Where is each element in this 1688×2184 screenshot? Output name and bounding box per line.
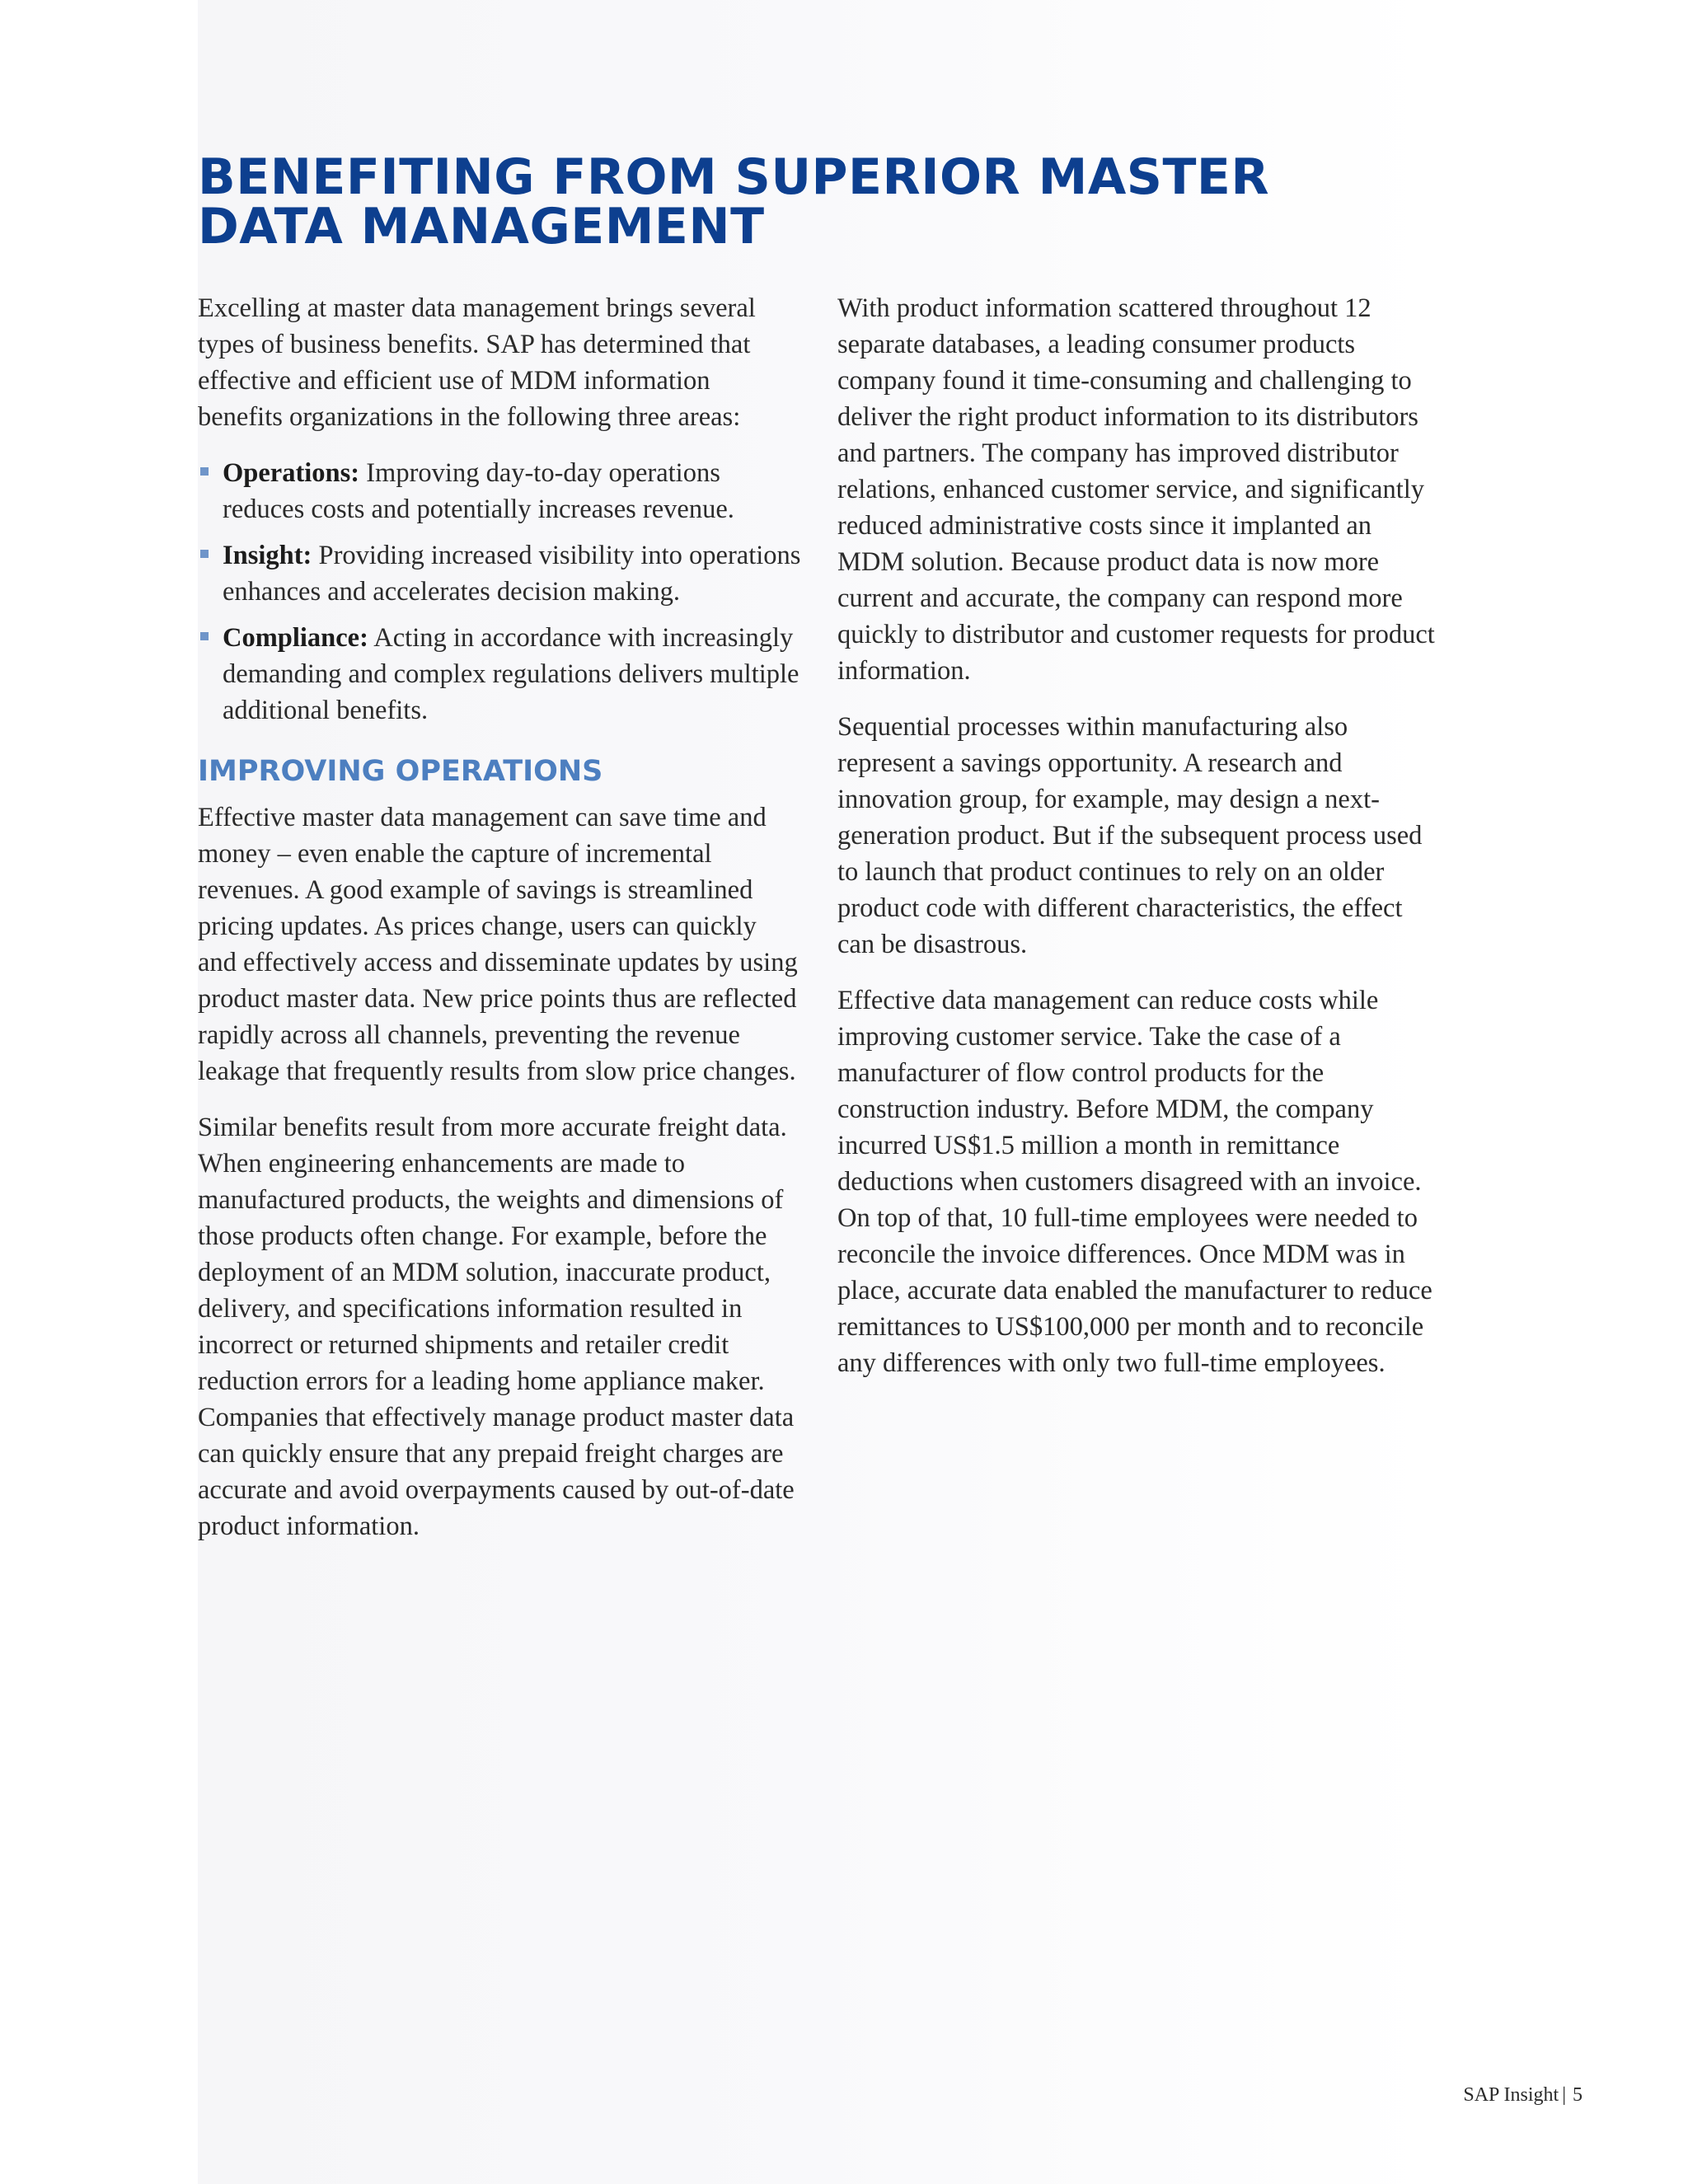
page-title-line-2: DATA MANAGEMENT	[198, 198, 765, 255]
body-paragraph: Effective master data management can save time and money – even enable the capture of incremental revenues. A good example of savings is streamlined pricing updates. As prices change, users can quickly and effectively access and disseminate updates by using product master data. New price points thus are reflected rapidly across all channels, preventing the revenue leakage that frequently results from slow price changes.	[198, 803, 798, 1086]
list-item	[198, 620, 801, 729]
footer-separator: |	[1562, 2084, 1566, 2106]
section-subheading: IMPROVING OPERATIONS	[198, 755, 603, 788]
intro-paragraph: Excelling at master data management brings several types of business benefits. SAP has determined that effective and efficient use of MDM information benefits organizations in the following three areas:	[198, 293, 756, 432]
bullet-text: Acting in accordance with increasingly demanding and complex regulations delivers multiple additional benefits.	[223, 623, 799, 725]
bullet-lead: Compliance:	[223, 623, 368, 653]
square-bullet-icon	[200, 467, 209, 476]
square-bullet-icon	[200, 550, 209, 558]
body-paragraph: Similar benefits result from more accurate freight data. When engineering enhancements are made to manufactured products, the weights and dimensions of those products often change. For example, before the deployment of an MDM solution, inaccurate product, delivery, and specifications information resulted in incorrect or returned shipments and retailer credit reduction errors for a leading home appliance maker. Companies that effectively manage product master data can quickly ensure that any prepaid freight charges are accurate and avoid overpayments caused by out-of-date product information.	[198, 1113, 795, 1541]
page-title	[198, 148, 1434, 255]
list-item	[198, 455, 801, 527]
page-title-line-1: BENEFITING FROM SUPERIOR MASTER	[198, 148, 1270, 206]
body-paragraph: Sequential processes within manufacturing also represent a savings opportunity. A research and innovation group, for example, may design a next-generation product. But if the subsequent process used to launch that product continues to rely on an older product code with different characteristics, the effect can be disastrous.	[837, 712, 1423, 959]
right-column	[837, 290, 1439, 1401]
body-paragraph: Effective data management can reduce costs while improving customer service. Take the case of a manufacturer of flow control products for the construction industry. Before MDM, the company incurred US$1.5 million a month in remittance deductions when customers disagreed with an invoice. On top of that, 10 full-time employees were needed to reconcile the invoice differences. Once MDM was in place, accurate data enabled the manufacturer to reduce remittances to US$100,000 per month and to reconcile any differences with only two full-time employees.	[837, 986, 1432, 1378]
page-footer	[1463, 2083, 1582, 2107]
bullet-text: Providing increased visibility into operations enhances and accelerates decision making.	[223, 541, 801, 607]
list-item	[198, 537, 801, 610]
bullet-text: Improving day-to-day operations reduces costs and potentially increases revenue.	[223, 458, 734, 524]
body-paragraph: With product information scattered throughout 12 separate databases, a leading consumer products company found it time-consuming and challenging to deliver the right product information to its distributors and partners. The company has improved distributor relations, enhanced customer service, and significantly reduced administrative costs since it implanted an MDM solution. Because product data is now more current and accurate, the company can respond more quickly to distributor and customer requests for product information.	[837, 293, 1435, 686]
footer-label: SAP Insight	[1463, 2084, 1559, 2106]
square-bullet-icon	[200, 632, 209, 640]
left-column	[198, 290, 801, 1564]
page-number: 5	[1573, 2084, 1582, 2106]
bullet-lead: Insight:	[223, 541, 312, 570]
benefits-list	[198, 455, 801, 729]
bullet-lead: Operations:	[223, 458, 360, 488]
